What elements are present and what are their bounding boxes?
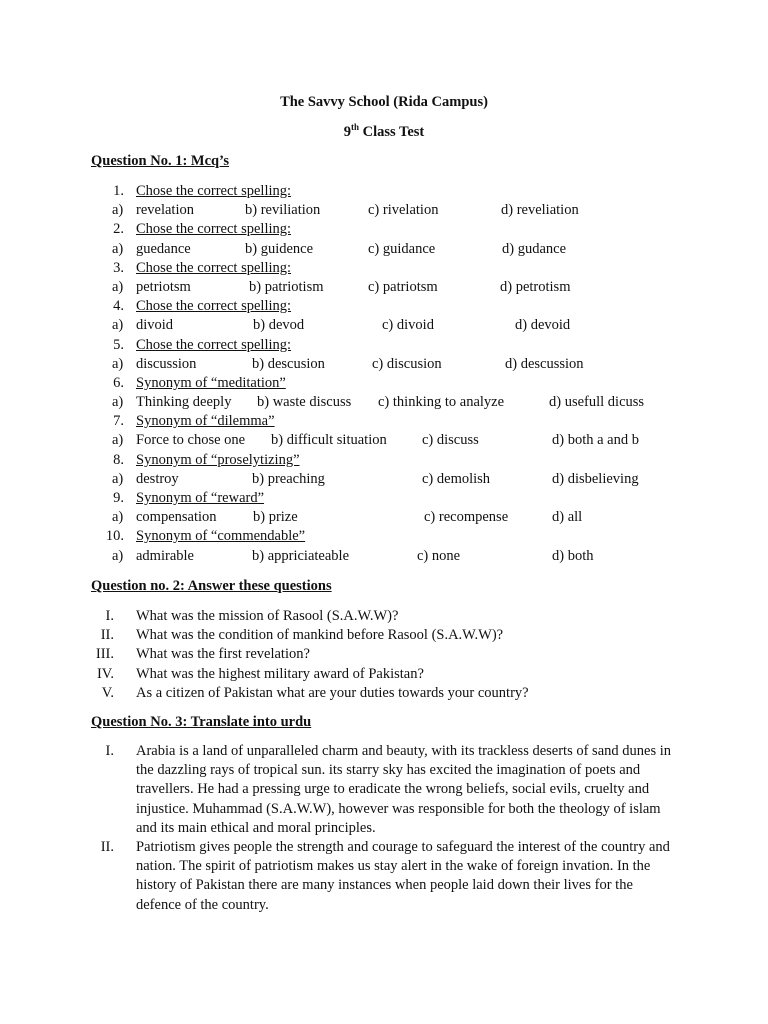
mcq-number: 7. [113, 413, 124, 430]
mcq-number: 4. [113, 298, 124, 315]
mcq-number: 6. [113, 374, 124, 391]
translation-paragraph: Patriotism gives people the strength and courage to safeguard the interest of the country and nation. The spirit of patriotism makes us stay alert in the wake of foreign invation. In the history of Pakistan there are many instances when people laid down their lives for the defence of the country. [136, 839, 670, 913]
mcq-list [0, 182, 768, 566]
mcq-question [0, 297, 768, 316]
mcq-question-text: Chose the correct spelling: [136, 298, 292, 315]
roman-numeral: IV. [96, 665, 114, 682]
mcq-question-text: Chose the correct spelling: [136, 183, 292, 199]
question-2-heading: Question no. 2: Answer these questions [91, 578, 332, 594]
list-item [0, 742, 768, 838]
option-d: d) disbelieving [552, 470, 639, 487]
question-1-heading: Question No. 1: Mcq’s [91, 153, 230, 169]
roman-numeral: I. [105, 608, 114, 624]
option-b: b) descusion [252, 355, 325, 372]
short-questions-list [0, 607, 768, 703]
option-b: b) devod [253, 317, 305, 334]
question-3-heading: Question No. 3: Translate into urdu [91, 714, 312, 730]
option-c: c) discusion [372, 355, 442, 372]
mcq-question [0, 451, 768, 470]
mcq-options [0, 547, 768, 566]
option-c: c) patriotsm [368, 278, 438, 295]
mcq-number: 10. [105, 528, 124, 545]
option-c: c) recompense [424, 509, 509, 526]
translation-list [0, 742, 768, 915]
option-b: b) preaching [252, 470, 325, 487]
mcq-options [0, 201, 768, 220]
test-title-text: Class Test [358, 123, 425, 140]
option-a: guedance [136, 240, 191, 257]
translation-paragraph: Arabia is a land of unparalleled charm and beauty, with its trackless deserts of sand dunes in the dazzling rays of tropical sun. its starry sky has excited the imagination of poets and travellers. He had a pressing urge to eradicate the wrong beliefs, social evils, cruelty and injustice. Muhammad (S.A.W.W), however was responsible for both the theology of islam and its main ethical and moral principles. [136, 743, 671, 836]
roman-numeral: II. [100, 627, 114, 644]
mcq-question [0, 412, 768, 431]
mcq-question-text: Chose the correct spelling: [136, 259, 292, 276]
option-d: d) reveliation [501, 202, 579, 219]
option-label: a) [112, 470, 124, 487]
list-item [0, 838, 768, 915]
option-label: a) [112, 432, 124, 449]
option-b: b) patriotism [249, 278, 324, 295]
mcq-question [0, 527, 768, 546]
option-d: d) devoid [515, 317, 571, 334]
question-text: As a citizen of Pakistan what are your duties towards your country? [136, 684, 529, 701]
roman-numeral: V. [101, 684, 114, 701]
mcq-options [0, 431, 768, 450]
mcq-options [0, 278, 768, 297]
option-d: d) both [552, 547, 594, 564]
option-a: Force to chose one [136, 432, 246, 449]
mcq-question [0, 489, 768, 508]
option-a: discussion [136, 355, 197, 372]
option-d: d) both a and b [552, 432, 639, 449]
question-text: What was the first revelation? [136, 646, 310, 663]
option-c: c) none [417, 547, 461, 564]
option-c: c) guidance [368, 240, 436, 257]
option-b: b) appriciateable [252, 547, 350, 564]
mcq-number: 3. [113, 259, 124, 276]
option-a: revelation [136, 202, 194, 219]
mcq-question [0, 182, 768, 201]
option-c: c) thinking to analyze [378, 394, 505, 411]
roman-numeral: III. [95, 646, 114, 663]
option-b: b) guidence [245, 240, 314, 257]
option-b: b) waste discuss [257, 394, 352, 411]
question-text: What was the highest military award of Pakistan? [136, 665, 424, 682]
option-label: a) [112, 355, 124, 372]
list-item [0, 626, 768, 645]
option-c: c) rivelation [368, 202, 439, 219]
option-d: d) usefull dicuss [549, 394, 645, 411]
mcq-number: 2. [113, 221, 124, 238]
option-label: a) [112, 240, 124, 257]
mcq-question-text: Synonym of “reward” [136, 490, 265, 506]
mcq-number: 8. [113, 451, 124, 468]
mcq-number: 9. [113, 490, 124, 506]
list-item [0, 645, 768, 664]
mcq-options [0, 355, 768, 374]
mcq-question-text: Chose the correct spelling: [136, 221, 292, 238]
list-item [0, 607, 768, 626]
option-a: petriotsm [136, 278, 191, 295]
option-c: c) discuss [422, 432, 479, 449]
option-label: a) [112, 509, 124, 526]
option-label: a) [112, 394, 124, 411]
option-d: d) gudance [502, 240, 567, 257]
mcq-question-text: Synonym of “dilemma” [136, 413, 275, 430]
option-label: a) [112, 278, 124, 295]
question-text: What was the mission of Rasool (S.A.W.W)? [136, 608, 399, 624]
mcq-options [0, 316, 768, 335]
list-item [0, 684, 768, 703]
mcq-question [0, 336, 768, 355]
option-a: destroy [136, 470, 179, 487]
option-b: b) difficult situation [271, 432, 387, 449]
option-b: b) prize [253, 509, 298, 526]
mcq-question-text: Synonym of “commendable” [136, 528, 306, 545]
roman-numeral: II. [100, 839, 114, 856]
option-b: b) reviliation [245, 202, 321, 219]
roman-numeral: I. [105, 743, 114, 759]
school-name: The Savvy School (Rida Campus) [280, 94, 488, 110]
mcq-options [0, 240, 768, 259]
mcq-question-text: Synonym of “meditation” [136, 374, 286, 391]
mcq-question-text: Synonym of “proselytizing” [136, 451, 300, 468]
mcq-options [0, 393, 768, 412]
option-d: d) all [552, 509, 583, 526]
list-item [0, 665, 768, 684]
question-text: What was the condition of mankind before Rasool (S.A.W.W)? [136, 627, 504, 644]
option-a: admirable [136, 547, 194, 564]
mcq-options [0, 508, 768, 527]
option-c: c) divoid [382, 317, 434, 334]
option-d: d) petrotism [500, 278, 571, 295]
option-label: a) [112, 547, 124, 564]
option-label: a) [112, 202, 124, 219]
option-a: divoid [136, 317, 174, 334]
class-number: 9 [343, 123, 351, 140]
mcq-number: 1. [113, 183, 124, 199]
class-number-suffix: th [350, 122, 359, 132]
option-c: c) demolish [422, 470, 491, 487]
mcq-options [0, 470, 768, 489]
test-title [0, 122, 768, 141]
mcq-question [0, 374, 768, 393]
option-d: d) descussion [505, 355, 584, 372]
option-label: a) [112, 317, 124, 334]
mcq-question-text: Chose the correct spelling: [136, 336, 292, 353]
option-a: compensation [136, 509, 217, 526]
mcq-number: 5. [113, 336, 124, 353]
mcq-question [0, 259, 768, 278]
option-a: Thinking deeply [136, 394, 232, 411]
mcq-question [0, 220, 768, 239]
